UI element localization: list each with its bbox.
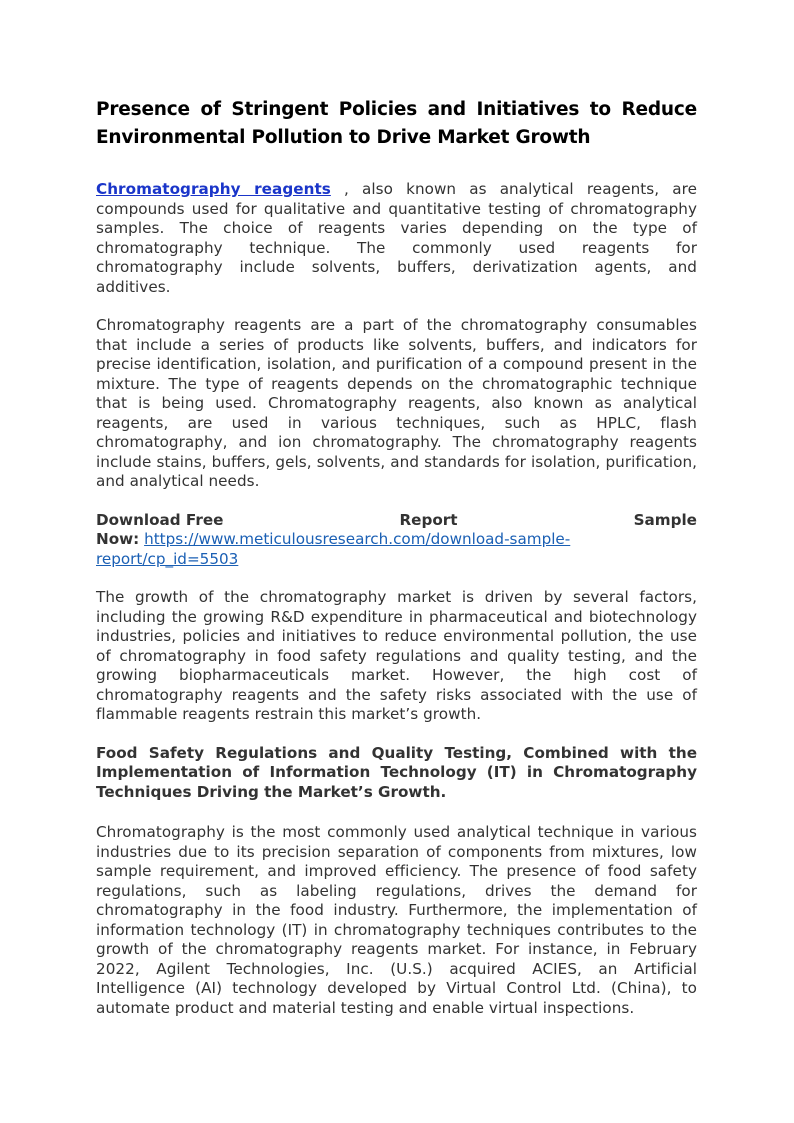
download-word-3: Sample [633,510,697,529]
intro-text: , also known as analytical reagents, are compounds used for qualitative and quantitative testing of chromatography samples. The choice of reagents varies depending on the type of chromatography technique. The commonly used reagents for chromatography include solvents, buffers, derivatization agents, and additives. [96,180,697,296]
document-page [96,96,697,1037]
market-drivers-paragraph: The growth of the chromatography market is driven by several factors, including the growing R&D expenditure in pharmaceutical and biotechnology industries, policies and initiatives to reduce environmental pollution, the use of chromatography in food safety regulations and quality testing, and the growing biopharmaceuticals market. However, the high cost of chromatography reagents and the safety risks associated with the use of flammable reagents restrain this market’s growth. [96,588,697,723]
download-cta-line [96,511,697,531]
intro-paragraph [96,180,697,297]
download-sample-block [96,511,697,570]
chromatography-reagents-link[interactable]: Chromatography reagents [96,180,331,198]
download-url-line [96,530,697,569]
food-safety-paragraph: Chromatography is the most commonly used analytical technique in various industries due to its precision separation of components from mixtures, low sample requirement, and improved efficiency. The presence of food safety regulations, such as labeling regulations, drives the demand for chromatography in the food industry. Furthermore, the implementation of information technology (IT) in chromatography techniques contributes to the growth of the chromatography reagents market. For instance, in February 2022, Agilent Technologies, Inc. (U.S.) acquired ACIES, an Artificial Intelligence (AI) technology developed by Virtual Control Ltd. (China), to automate product and material testing and enable virtual inspections. [96,823,697,1017]
download-word-1: Download Free [96,510,224,529]
page-title: Presence of Stringent Policies and Initiatives to Reduce Environmental Pollution to Drive Market Growth [96,99,697,148]
section-subheading: Food Safety Regulations and Quality Testing, Combined with the Implementation of Information Technology (IT) in Chromatography Techniques Driving the Market’s Growth. [96,743,697,801]
download-now-label: Now: [96,530,140,548]
consumables-paragraph: Chromatography reagents are a part of the chromatography consumables that include a series of products like solvents, buffers, and indicators for precise identification, isolation, and purification of a compound present in the mixture. The type of reagents depends on the chromatographic technique that is being used. Chromatography reagents, also known as analytical reagents, are used in various techniques, such as HPLC, flash chromatography, and ion chromatography. The chromatography reagents include stains, buffers, gels, solvents, and standards for isolation, purification, and analytical needs. [96,316,697,490]
download-word-2: Report [399,510,458,529]
download-sample-link[interactable]: https://www.meticulousresearch.com/download-sample-report/cp_id=5503 [96,530,571,568]
